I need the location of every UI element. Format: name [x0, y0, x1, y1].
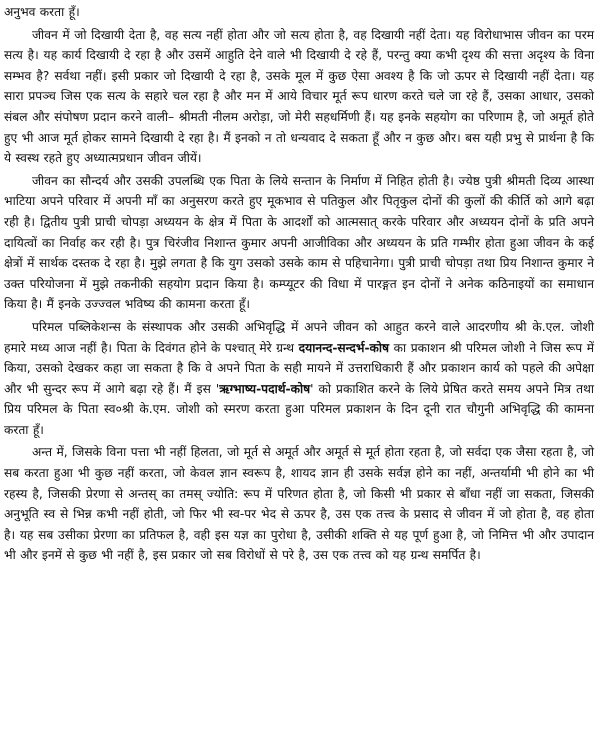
- text-segment: अन्त में, जिसके विना पत्ता भी नहीं हिलता, जो मूर्त से अमूर्त और अमूर्त से मूर्त होता रहता है, जो सर्वदा एक जैसा रहता है, जो सब करता हुआ भी कुछ नहीं करता, जो केवल ज्ञान स्वरूप है, शायद ज्ञान ही उसके सर्वज्ञ होने का नहीं, अन्तर्यामी भी होने का भी रहस्य है, जिसकी प्रेरणा से अन्तस् का तमस् ज्योति: रूप में परिणत होता है, जो किसी भी प्रकार से बाँधा नहीं जा सकता, जिसकी अनुभूति स्व से भिन्न कभी नहीं होती, जो फिर भी स्व-पर भेद से ऊपर है, उस एक तत्त्व के प्रसाद से जीवन में जो होता है, वह होता है। यह सब उसीका प्रेरणा का प्रतिफल है, वही इस यज्ञ का पुरोधा है, उसीकी शक्ति से यह पूर्ण हुआ है, जो निमित्त भी और उपादान भी और इनमें से कुछ भी नहीं है, इस प्रकार जो सब विरोधों से परे है, उस एक तत्त्व को यह ग्रन्थ समर्पित है।: [4, 445, 594, 563]
- text-segment: परिमल पब्लिकेशन्स के संस्थापक और उसकी अभिवृद्धि में अपने जीवन को आहुत करने वाले आदरणीय श्री के.एल. जोशी हमारे मध्य आज नहीं है। पिता के दिवंगत होने के पश्चात् मेरे ग्रन्थ: [4, 319, 594, 355]
- text-segment: का प्रकाशन श्री परिमल जोशी ने जिस रूप में किया, उसको देखकर कहा जा सकता है कि वे अपने पिता के सही मायने में उत्तराधिकारी हैं और प्रकाशन कार्य को पहले की अपेक्षा और भी सुन्दर रूप में आगे बढ़ा रहे हैं। मैं इस ': [4, 340, 595, 396]
- bold-text-segment: ऋग्भाष्य-पदार्थ-कोष: [219, 381, 311, 396]
- paragraph: [4, 2, 594, 23]
- paragraph: [4, 171, 594, 315]
- paragraph: [4, 317, 594, 441]
- paragraph: [4, 442, 594, 566]
- text-segment: जीवन में जो दिखायी देता है, वह सत्य नहीं होता और जो सत्य होता है, वह दिखायी नहीं देता। यह विरोधाभास जीवन का परम सत्य है। यह कार्य दिखायी दे रहा है और उसमें आहुति देने वाले भी दिखायी दे रहे हैं, परन्तु क्या कभी दृश्य की सत्ता अदृश्य के विना सम्भव है? सर्वथा नहीं। इसी प्रकार जो दिखायी दे रहा है, उसके मूल में कुछ ऐसा अवश्य है कि जो ऊपर से दिखायी नहीं देता। यह सारा प्रपञ्च जिस एक सत्य के सहारे चल रहा है और मन में आये विचार मूर्त रूप धारण करते चले जा रहे हैं, उसका आधार, उसको संबल और संपोषण प्रदान करने वाली– श्रीमती नीलम अरोड़ा, जो मेरी सहधर्मिणी हैं। यह इनके सहयोग का परिणाम है, जो अमूर्त होते हुए भी आज मूर्त होकर सामने दिखायी दे रहा है। मैं इनको न तो धन्यवाद दे सकता हूँ और न कुछ और। बस यही प्रभु से प्रार्थना है कि ये स्वस्थ रहते हुए अध्यात्मप्रधान जीवन जीयें।: [4, 27, 594, 166]
- paragraph: [4, 25, 594, 169]
- text-segment: ' को प्रकाशित करने के लिये प्रेषित करते समय अपने मित्र तथा प्रिय परिमल के पिता स्व०श्री के.एम. जोशी को स्मरण करता हुआ परिमल प्रकाशन के दिन दूनी रात चौगुनी अभिवृद्धि की कामना करता हूँ।: [4, 381, 595, 437]
- text-segment: अनुभव करता हूँ।: [4, 5, 80, 19]
- text-segment: जीवन का सौन्दर्य और उसकी उपलब्धि एक पिता के लिये सन्तान के निर्माण में निहित होती है। ज्येष्ठ पुत्री श्रीमती दिव्य आस्था भाटिया अपने परिवार में अपनी माँ का अनुसरण करते हुए मूकभाव से पतिकुल और पितृकुल दोनों की कुलों की कीर्ति को आगे बढ़ा रही है। द्वितीय पुत्री प्राची चोपड़ा अध्ययन के क्षेत्र में पिता के आदर्शों को आत्मसात् करके परिवार और अध्ययन दोनों के प्रति अपने दायित्वों का निर्वाह कर रही है। पुत्र चिरंजीव निशान्त कुमार अपनी आजीविका और अध्ययन के प्रति गम्भीर होता हुआ जीवन के कई क्षेत्रों में सार्थक दस्तक दे रहा है। मुझे लगता है कि युग उसको उसके काम से पहिचानेगा। पुत्री प्राची चोपड़ा तथा प्रिय निशान्त कुमार ने उक्त परियोजना में मुझे तकनीकी सहयोग प्रदान किया है। कम्प्यूटर की विधा में पारङ्गत इन दोनों ने अनेक कठिनाइयों का समाधान किया है। मैं इनके उज्ज्वल भविष्य की कामना करता हूँ।: [4, 173, 594, 312]
- document-page: [4, 2, 594, 730]
- bold-text-segment: दयानन्द-सन्दर्भ-कोष: [298, 340, 390, 355]
